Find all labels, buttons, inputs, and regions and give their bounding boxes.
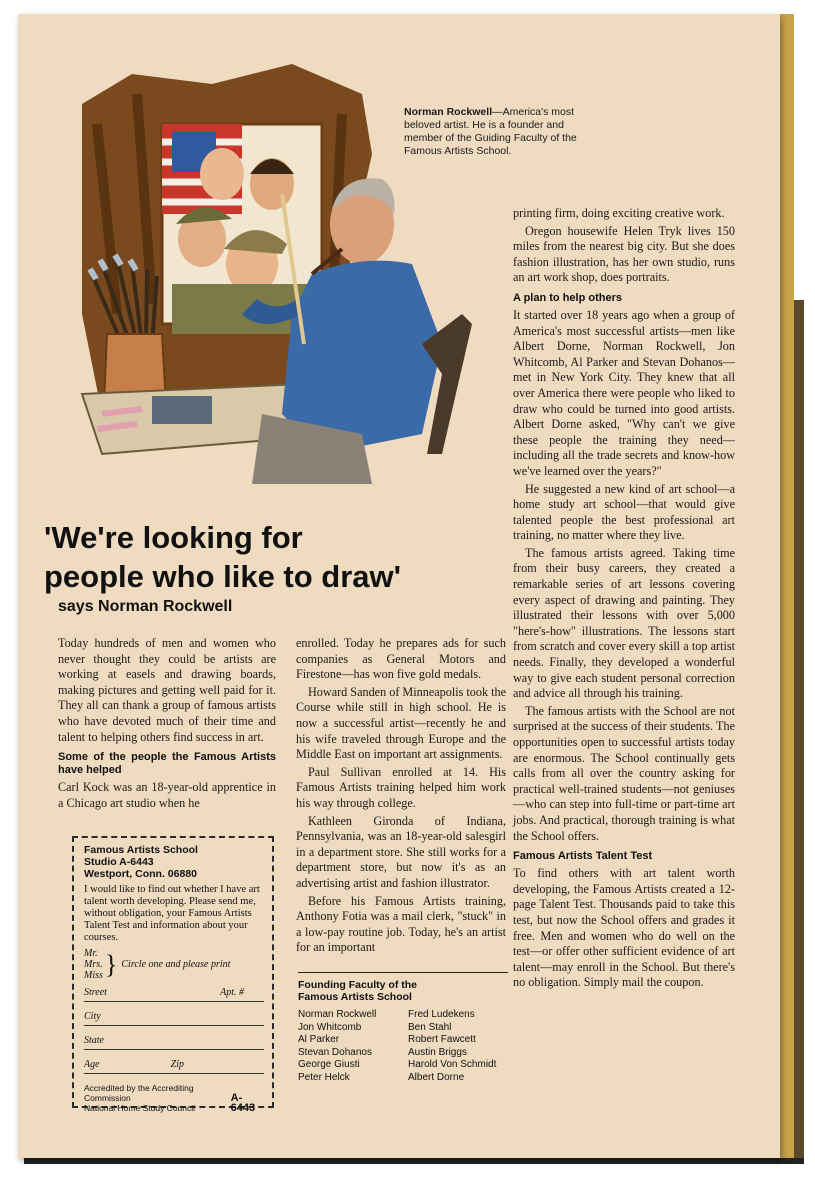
founding-faculty	[298, 972, 508, 1085]
option-mr[interactable]: Mr.	[84, 948, 98, 959]
paragraph-history: It started over 18 years ago when a group of America's most successful artists—men like Albert Dorne, Norman Rockwell, Jon Whitcomb, Al Parker and Stevan Dohanos—met in New York City. They knew that all over America there were people who liked to draw who could be turned into good artists. Albert Dorne asked, "Why can't we give these people the training they need—including all the trade secrets and know-how we've learned over the years?"	[513, 307, 735, 478]
subhead-people-helped: Some of the people the Famous Artists have helped	[58, 751, 276, 777]
paragraph-opportunities: The famous artists with the School are not surprised at the success of their students. The opportunities open to successful artists today are enormous. The School continually gets calls from all over the country asking for practical well-trained students—not geniuses—who can step into full-time or part-time art jobs. And practical, thorough training is what the School offers.	[513, 703, 735, 843]
page-shadow	[24, 1158, 804, 1164]
coupon-address-line-2: Studio A-6443	[84, 856, 154, 868]
faculty-member: Robert Fawcett	[408, 1034, 476, 1046]
state-field[interactable]	[84, 1035, 264, 1050]
coupon-address-line-1: Famous Artists School	[84, 844, 198, 856]
faculty-title-line-1: Founding Faculty of the	[298, 979, 417, 991]
city-label: City	[84, 1011, 101, 1022]
soldier-head-1	[200, 148, 244, 200]
accreditation	[84, 1083, 264, 1113]
faculty-member: Ben Stahl	[408, 1021, 452, 1033]
caption-name: Norman Rockwell	[404, 106, 493, 118]
coupon-title-choice[interactable]	[84, 948, 264, 981]
city-field[interactable]	[84, 1011, 264, 1026]
headline	[44, 518, 401, 596]
faculty-title-line-2: Famous Artists School	[298, 991, 412, 1003]
column-3	[513, 206, 735, 993]
paragraph-paul-sullivan: Paul Sullivan enrolled at 14. His Famous Artists training helped him work his way through college.	[296, 764, 506, 810]
caption-text: —America's most beloved artist. He is a founder and member of the Guiding Faculty of the Famous Artists School.	[404, 106, 577, 157]
faculty-member: George Giusti	[298, 1059, 360, 1071]
faculty-member: Harold Von Schmidt	[408, 1059, 497, 1071]
paragraph-talent-test: To find others with art talent worth developing, the Famous Artists created a 12-page Talent Test. Thousands paid to take this test, but now the School offers and grades it free. Men and women who do well on the test—or offer other sufficient evidence of art talent—may enroll in the School. But there's no obligation. Simply mail the coupon.	[513, 866, 735, 990]
comic-back-edge	[794, 300, 804, 1160]
paragraph-anthony-fotia: Before his Famous Artists training, Anthony Fotia was a mail clerk, "stuck" in a low-pay routine job. Today, he's an artist for an important	[296, 893, 506, 955]
headline-line-1: 'We're looking for	[44, 520, 303, 555]
byline: says Norman Rockwell	[58, 598, 233, 615]
column-1	[58, 636, 276, 813]
coupon-address	[84, 844, 264, 880]
headline-line-2: people who like to draw'	[44, 559, 402, 594]
paint-jars	[152, 396, 212, 424]
faculty-member: Fred Ludekens	[408, 1009, 475, 1020]
coupon-address-line-3: Westport, Conn. 06880	[84, 868, 197, 880]
subhead-talent-test: Famous Artists Talent Test	[513, 850, 653, 863]
mail-in-coupon[interactable]	[72, 836, 274, 1114]
paragraph-helen-tryk: Oregon housewife Helen Tryk lives 150 miles from the nearest big city. But she does fashion illustration, has her own studio, runs an art work shop, does portraits.	[513, 223, 735, 285]
coupon-title-options	[84, 948, 103, 981]
zip-label: Zip	[170, 1059, 184, 1070]
paragraph-howard-sanden: Howard Sanden of Minneapolis took the Course while still in high school. He is now a successful artist—recently he and his wife traveled through Europe and the Middle East on important art assignments.	[296, 684, 507, 762]
faculty-member: Peter Helck	[298, 1071, 350, 1083]
state-label: State	[84, 1035, 104, 1046]
faculty-list	[298, 1009, 508, 1085]
faculty-member: Austin Briggs	[408, 1046, 467, 1058]
accreditation-line-2: National Home Study Council	[84, 1103, 196, 1113]
rockwell-illustration	[42, 14, 502, 504]
faculty-member: Albert Dorne	[408, 1071, 465, 1083]
faculty-title	[298, 979, 508, 1003]
option-miss[interactable]: Miss	[84, 970, 103, 981]
paragraph-printing-firm: printing firm, doing exciting creative work.	[513, 206, 725, 220]
coupon-code: A-6443	[230, 1092, 256, 1114]
paragraph-kathleen-gironda: Kathleen Gironda of Indiana, Pennsylvania, was an 18-year-old salesgirl in a department store. She still works for a department store, but now it's as an advertising artist and fashion illustrator.	[296, 813, 506, 890]
intro-paragraph: Today hundreds of men and women who never thought they could be artists are working at easels and drawing boards, making pictures and getting well paid for it. They all can thank a group of famous artists who have devoted much of their time and talent to helping others find success in art.	[58, 636, 276, 744]
street-label: Street	[84, 987, 107, 998]
paragraph-lessons: The famous artists agreed. Taking time from their busy careers, they created a remarkable series of art lessons covering every aspect of drawing and painting. They illustrated their lessons with over 5,000 "here's-how" illustrations. The lessons start from scratch and cover every skill a top artist needs. Finally, they developed a wonderful way to give each student personal correction and advice all through his training.	[513, 545, 735, 701]
option-mrs[interactable]: Mrs.	[84, 959, 103, 970]
comic-spine-edge	[780, 14, 794, 1162]
faculty-member: Stevan Dohanos	[298, 1046, 372, 1058]
brace-icon: }	[104, 950, 118, 979]
photo-caption	[404, 106, 604, 158]
faculty-member: Al Parker	[298, 1034, 340, 1046]
coupon-request-text: I would like to find out whether I have art talent worth developing. Please send me, without obligation, your Famous Artists Talent Test and information about your courses.	[84, 884, 260, 943]
coupon-instruction: Circle one and please print	[121, 959, 231, 970]
column-2	[296, 636, 506, 958]
street-field[interactable]	[84, 987, 264, 1002]
age-label: Age	[84, 1059, 100, 1070]
apt-label: Apt. #	[220, 987, 244, 998]
paragraph-carl-kock-cont: enrolled. Today he prepares ads for such companies as General Motors and Firestone—has won five gold medals.	[296, 636, 506, 682]
paragraph-carl-kock: Carl Kock was an 18-year-old apprentice in a Chicago art studio when he	[58, 780, 276, 810]
age-zip-field[interactable]	[84, 1059, 264, 1074]
subhead-plan: A plan to help others	[513, 291, 622, 304]
accreditation-line-1: Accredited by the Accrediting Commission	[84, 1083, 194, 1103]
faculty-member: Norman Rockwell	[298, 1009, 377, 1020]
faculty-member: Jon Whitcomb	[298, 1021, 362, 1033]
paragraph-new-school: He suggested a new kind of art school—a home study art school—that would give talented people the best professional art training, no matter where they live.	[513, 481, 735, 543]
